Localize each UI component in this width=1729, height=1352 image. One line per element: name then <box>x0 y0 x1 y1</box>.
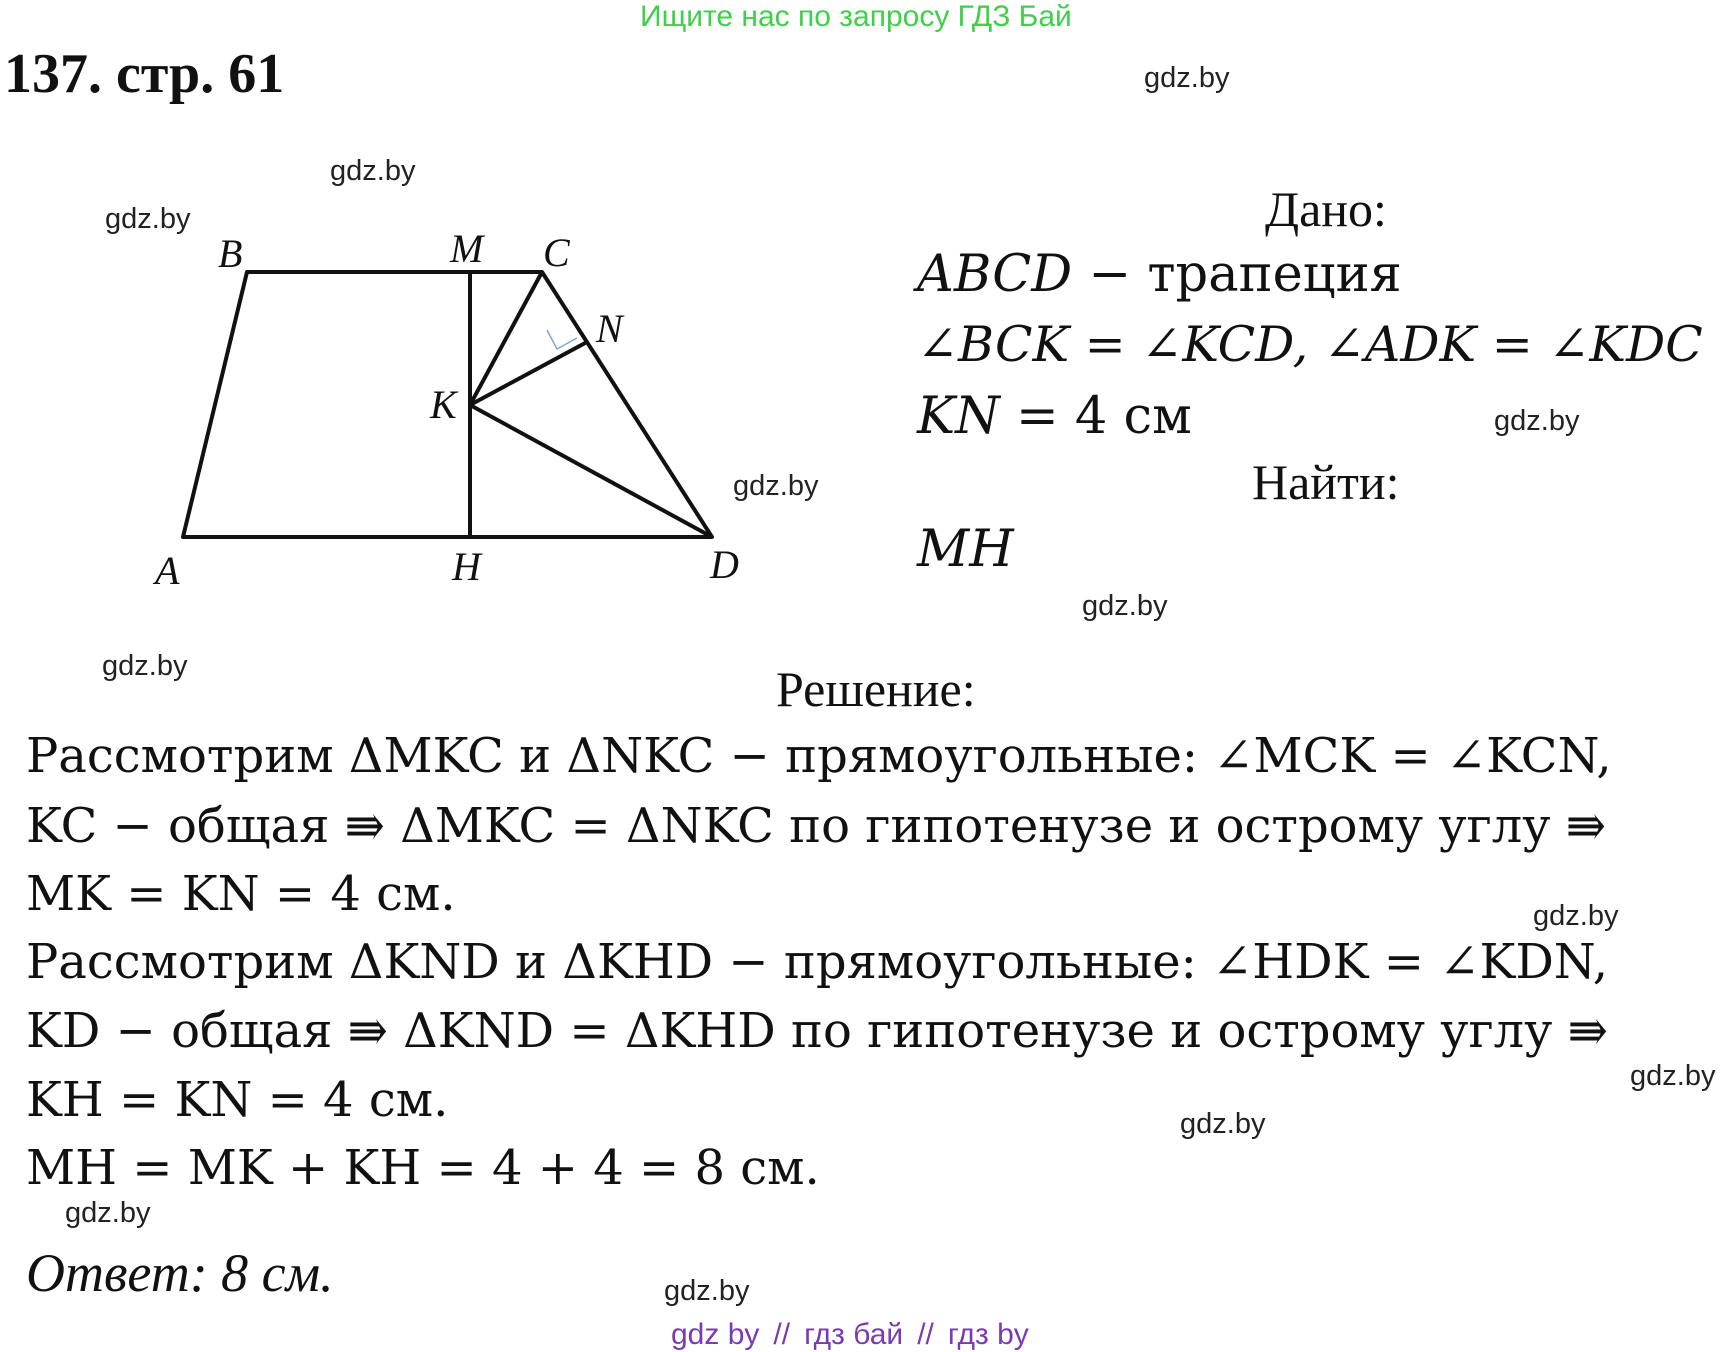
footer-link-gdz-by-cyr[interactable]: гдз by <box>947 1318 1029 1351</box>
footer-separator: // <box>773 1318 791 1351</box>
watermark: gdz.by <box>105 203 191 235</box>
solution-line-2: KC − общая ⇛ ΔMKC = ΔNKC по гипотенузе и острому углу ⇛ <box>26 798 1607 854</box>
segment-kd <box>470 405 712 537</box>
footer-separator: // <box>917 1318 934 1351</box>
solution-line-1: Рассмотрим ΔMKC и ΔNKC − прямоугольные: ∠MCK = ∠KCN, <box>26 728 1612 784</box>
point-label-n: N <box>596 306 623 351</box>
given-line-3 <box>917 387 1192 446</box>
watermark: gdz.by <box>1144 62 1230 94</box>
footer-links <box>671 1318 1029 1352</box>
right-angle-mark <box>547 330 577 349</box>
footer-link-gdz-bay[interactable]: гдз бай <box>804 1318 904 1351</box>
given-line-1 <box>917 245 1402 304</box>
solution-heading: Решение: <box>776 661 976 717</box>
answer: Ответ: 8 см. <box>26 1243 334 1303</box>
solution-line-3: MK = KN = 4 см. <box>26 866 456 922</box>
watermark: gdz.by <box>664 1275 750 1307</box>
find-value: MH <box>917 520 1014 579</box>
point-label-a: A <box>155 548 180 593</box>
watermark: gdz.by <box>1533 900 1619 932</box>
page-title: 137. стр. 61 <box>4 43 285 105</box>
point-label-k: K <box>430 382 457 427</box>
given-line-3-text: = 4 см <box>999 387 1192 446</box>
given-line-2: ∠BCK = ∠KCD, ∠ADK = ∠KDC <box>917 316 1703 373</box>
watermark: gdz.by <box>733 470 819 502</box>
solution-line-4: Рассмотрим ΔKND и ΔKHD − прямоугольные: ∠HDK = ∠KDN, <box>26 934 1608 990</box>
given-line-1-text: − трапеция <box>1072 245 1402 304</box>
solution-line-5: KD − общая ⇛ ΔKND = ΔKHD по гипотенузе и острому углу ⇛ <box>26 1003 1608 1059</box>
watermark: gdz.by <box>330 155 416 187</box>
point-label-b: B <box>218 231 243 276</box>
watermark: gdz.by <box>1494 405 1580 437</box>
given-heading: Дано: <box>1265 181 1387 237</box>
point-label-h: H <box>452 544 481 589</box>
point-label-c: C <box>543 230 570 275</box>
solution-line-7: MH = MK + KH = 4 + 4 = 8 см. <box>26 1140 820 1196</box>
watermark: gdz.by <box>1630 1060 1716 1092</box>
point-label-d: D <box>710 542 739 587</box>
point-label-m: M <box>450 226 484 271</box>
solution-line-6: KH = KN = 4 см. <box>26 1072 449 1128</box>
top-banner[interactable]: Ищите нас по запросу ГДЗ Бай <box>640 0 1072 33</box>
trapezoid-figure <box>0 0 800 620</box>
watermark: gdz.by <box>65 1197 151 1229</box>
find-heading: Найти: <box>1252 454 1400 510</box>
footer-link-gdz-by[interactable]: gdz by <box>671 1318 760 1351</box>
watermark: gdz.by <box>1180 1108 1266 1140</box>
watermark: gdz.by <box>102 650 188 682</box>
given-line-1-math: ABCD <box>917 245 1073 304</box>
watermark: gdz.by <box>1082 590 1168 622</box>
given-line-3-math: KN <box>917 387 1000 446</box>
